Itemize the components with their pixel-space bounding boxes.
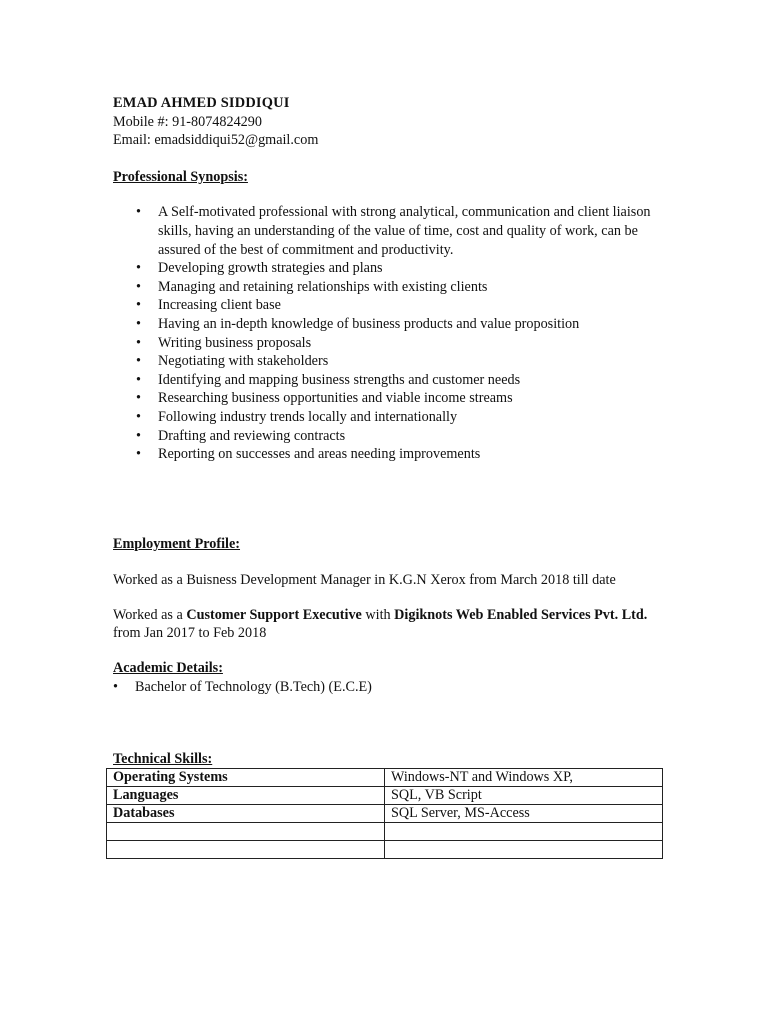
skill-value-cell: SQL Server, MS-Access	[385, 805, 663, 823]
bullet-icon: •	[136, 427, 141, 444]
job2-mid: with	[361, 606, 395, 623]
academic-item-text: Bachelor of Technology (B.Tech) (E.C.E)	[135, 678, 372, 695]
synopsis-item-text: Developing growth strategies and plans	[158, 260, 383, 277]
mobile-number: Mobile #: 91-8074824290	[113, 113, 262, 130]
table-row	[107, 787, 663, 805]
bullet-icon: •	[136, 204, 141, 221]
synopsis-list	[113, 203, 673, 463]
employment-heading: Employment Profile:	[113, 535, 241, 552]
table-row	[107, 805, 663, 823]
bullet-icon: •	[136, 408, 141, 425]
table-row	[107, 823, 663, 841]
synopsis-item	[113, 371, 673, 390]
academic-heading: Academic Details:	[113, 660, 223, 677]
synopsis-item-text: A Self-motivated professional with strong analytical, communication and client liaison skills, having an understanding of the value of time, cost and quality of work, can be assured of the best of commitment and productivity.	[158, 204, 651, 258]
job2-company: Digiknots Web Enabled Services Pvt. Ltd.	[394, 606, 648, 623]
job2-prefix: Worked as a	[113, 606, 187, 623]
synopsis-item	[113, 352, 673, 371]
synopsis-item	[113, 259, 673, 278]
academic-list	[113, 678, 673, 697]
bullet-icon: •	[136, 353, 141, 370]
synopsis-item-text: Managing and retaining relationships with existing clients	[158, 278, 488, 295]
synopsis-item	[113, 427, 673, 446]
bullet-icon: •	[136, 334, 141, 351]
synopsis-item	[113, 203, 673, 259]
synopsis-item-text: Writing business proposals	[158, 334, 312, 351]
table-row	[107, 769, 663, 787]
synopsis-heading: Professional Synopsis:	[113, 168, 248, 185]
synopsis-item-text: Following industry trends locally and internationally	[158, 408, 458, 425]
resume-page	[113, 94, 673, 696]
job-entry-2	[113, 606, 673, 643]
bullet-icon: •	[136, 371, 141, 388]
job2-role: Customer Support Executive	[186, 606, 362, 623]
skill-value-cell	[385, 823, 663, 841]
synopsis-item-text: Reporting on successes and areas needing improvements	[158, 446, 481, 463]
skill-value-cell: SQL, VB Script	[385, 787, 663, 805]
bullet-icon: •	[113, 678, 118, 695]
synopsis-item	[113, 278, 673, 297]
candidate-name: EMAD AHMED SIDDIQUI	[113, 95, 290, 111]
skill-value-cell	[385, 841, 663, 859]
bullet-icon: •	[136, 278, 141, 295]
bullet-icon: •	[136, 297, 141, 314]
skill-category-cell: Languages	[107, 787, 385, 805]
synopsis-item	[113, 445, 673, 464]
bullet-icon: •	[136, 315, 141, 332]
synopsis-item-text: Having an in-depth knowledge of business products and value proposition	[158, 315, 580, 332]
synopsis-item	[113, 334, 673, 353]
bullet-icon: •	[136, 390, 141, 407]
job-entry-1: Worked as a Buisness Development Manager in K.G.N Xerox from March 2018 till date	[113, 572, 616, 589]
job2-suffix: from Jan 2017 to Feb 2018	[113, 625, 267, 642]
synopsis-item-text: Negotiating with stakeholders	[158, 353, 329, 370]
bullet-icon: •	[136, 260, 141, 277]
skills-table	[106, 768, 663, 859]
skill-category-cell	[107, 823, 385, 841]
bullet-icon: •	[136, 446, 141, 463]
skills-heading: Technical Skills:	[113, 751, 213, 767]
synopsis-item	[113, 389, 673, 408]
synopsis-item	[113, 408, 673, 427]
table-row	[107, 841, 663, 859]
synopsis-item	[113, 296, 673, 315]
synopsis-item-text: Drafting and reviewing contracts	[158, 427, 346, 444]
synopsis-item-text: Identifying and mapping business strengths and customer needs	[158, 371, 521, 388]
synopsis-item	[113, 315, 673, 334]
skill-category-cell: Operating Systems	[107, 769, 385, 787]
email-address: Email: emadsiddiqui52@gmail.com	[113, 132, 319, 149]
skill-category-cell: Databases	[107, 805, 385, 823]
skill-category-cell	[107, 841, 385, 859]
academic-item	[113, 678, 673, 697]
skill-value-cell: Windows-NT and Windows XP,	[385, 769, 663, 787]
synopsis-item-text: Increasing client base	[158, 297, 281, 314]
synopsis-item-text: Researching business opportunities and viable income streams	[158, 390, 513, 407]
